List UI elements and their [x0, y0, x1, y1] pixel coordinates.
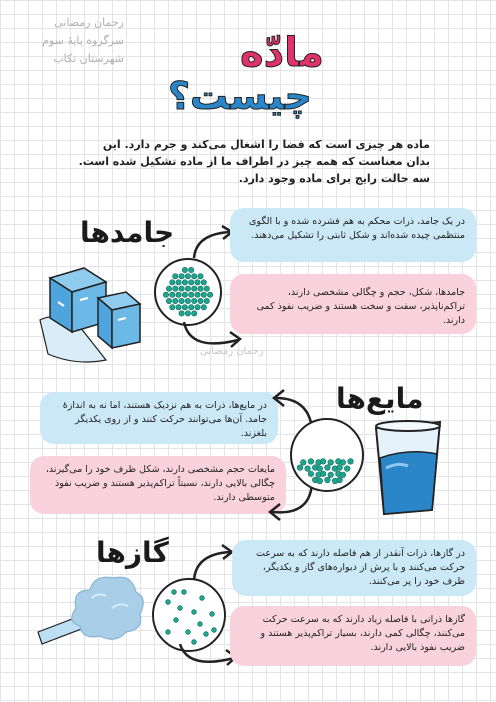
- particle: [301, 460, 307, 466]
- gas-cloud-illustration: [36, 568, 146, 646]
- intro-line-2: بدان معناست که همه چیز در اطراف ما از ماده تشکیل شده است.: [78, 155, 430, 168]
- particle: [198, 298, 203, 303]
- particle: [198, 286, 203, 291]
- particle: [337, 477, 343, 483]
- author-name: رحمان رمضانی: [54, 16, 124, 29]
- particle: [179, 286, 184, 291]
- author-credit: [14, 14, 124, 68]
- particle: [340, 472, 346, 478]
- particle: [166, 298, 171, 303]
- particle: [328, 460, 334, 466]
- particle: [189, 305, 194, 310]
- particle: [185, 274, 190, 279]
- intro-line-1: ماده هر چیزی است که فضا را اشغال می‌کند و جرم دارد. این: [102, 138, 430, 151]
- ice-cubes-illustration: [36, 262, 156, 362]
- particle: [192, 610, 197, 615]
- particle: [328, 472, 334, 478]
- particle: [182, 590, 187, 595]
- solids-structure-note: در یک جامد، ذرات محکم به هم فشرده شده و با الگوی منتظمی چیده شده‌اند و شکل ثابتی را تشکیل می‌دهند.: [230, 208, 476, 262]
- liquids-properties-note: مایعات حجم مشخصی دارند، شکل ظرف خود را می‌گیرند، چگالی بالایی دارند، نسبتاً تراکم‌پذیر هستند و ضریب نفوذ متوسطی دارند.: [30, 456, 286, 514]
- particle: [185, 286, 190, 291]
- page-subtitle: چیست؟: [168, 74, 312, 118]
- particle: [195, 292, 200, 297]
- particle: [182, 267, 187, 272]
- particle: [204, 632, 209, 637]
- particle: [195, 280, 200, 285]
- particle: [189, 280, 194, 285]
- particle: [163, 292, 168, 297]
- particle: [210, 612, 215, 617]
- particle: [179, 311, 184, 316]
- particle: [176, 305, 181, 310]
- gases-structure-note: در گازها، ذرات آنقدر از هم فاصله دارند که به سرعت حرکت می‌کنند و با پرش از دیواره‌های گاز و یکدیگر، ظرف خود را پر می‌کنند.: [232, 540, 476, 596]
- particle: [192, 298, 197, 303]
- solid-particles-diagram: [154, 258, 222, 326]
- liquid-particles-diagram: [290, 418, 364, 492]
- particle: [182, 280, 187, 285]
- particle: [320, 459, 326, 465]
- particle: [308, 459, 314, 465]
- particle: [170, 280, 175, 285]
- particle: [182, 292, 187, 297]
- particle: [325, 465, 331, 471]
- solids-heading: جامدها: [80, 216, 175, 249]
- particle: [320, 471, 326, 477]
- particle: [174, 618, 179, 623]
- particle: [195, 305, 200, 310]
- particle: [185, 311, 190, 316]
- particle: [317, 478, 323, 484]
- particle: [172, 590, 177, 595]
- particle: [348, 459, 354, 465]
- particle: [192, 274, 197, 279]
- solids-properties-note: جامدها، شکل، حجم و چگالی مشخصی دارند، تراکم‌ناپذیر، سفت و سخت هستند و ضریب نفوذ کمی دارند.: [230, 274, 476, 334]
- particle: [308, 471, 314, 477]
- particle: [201, 292, 206, 297]
- particle: [166, 286, 171, 291]
- water-glass-illustration: [368, 418, 448, 518]
- particle: [305, 466, 311, 472]
- particle: [344, 466, 350, 472]
- particle: [200, 596, 205, 601]
- particle: [166, 630, 171, 635]
- particle: [325, 477, 331, 483]
- particle: [207, 292, 212, 297]
- particle: [176, 292, 181, 297]
- particle: [192, 286, 197, 291]
- particle: [340, 460, 346, 466]
- page-title: مادّه: [240, 30, 324, 76]
- particle: [204, 286, 209, 291]
- particle: [189, 267, 194, 272]
- particle: [201, 280, 206, 285]
- particle: [317, 466, 323, 472]
- particle: [179, 298, 184, 303]
- particle: [170, 292, 175, 297]
- particle: [297, 465, 303, 471]
- intro-line-3: سه حالت رایج برای ماده وجود دارد.: [238, 172, 430, 185]
- particle: [212, 628, 217, 633]
- intro-paragraph: [78, 136, 430, 187]
- particle: [173, 274, 178, 279]
- particle: [176, 280, 181, 285]
- liquids-heading: مایع‌ها: [336, 382, 424, 415]
- particle: [201, 305, 206, 310]
- particle: [185, 298, 190, 303]
- particle: [337, 465, 343, 471]
- author-role: سرگروه پایهٔ سوم: [42, 34, 124, 47]
- author-city: شهرستان تکاب: [53, 52, 124, 65]
- particle: [186, 630, 191, 635]
- gases-properties-note: گازها ذراتی با فاصله زیاد دارند که به سرعت حرکت می‌کنند، چگالی کمی دارند، بسیار تراکم‌پذیر هستند و ضریب نفوذ بالایی دارند.: [230, 606, 476, 666]
- watermark: رحمان رمضانی: [200, 346, 264, 357]
- gases-heading: گازها: [96, 536, 169, 569]
- particle: [179, 274, 184, 279]
- particle: [204, 298, 209, 303]
- particle: [178, 606, 183, 611]
- particle: [166, 600, 171, 605]
- particle: [173, 298, 178, 303]
- particle: [198, 622, 203, 627]
- particle: [189, 292, 194, 297]
- particle: [198, 274, 203, 279]
- liquids-structure-note: در مایع‌ها، ذرات به هم نزدیک هستند، اما نه به اندازهٔ جامد. آن‌ها می‌توانند حرکت کنند و از روی یکدیگر بلغزند.: [40, 392, 278, 444]
- particle: [170, 305, 175, 310]
- particle: [192, 311, 197, 316]
- particle: [173, 286, 178, 291]
- particle: [182, 305, 187, 310]
